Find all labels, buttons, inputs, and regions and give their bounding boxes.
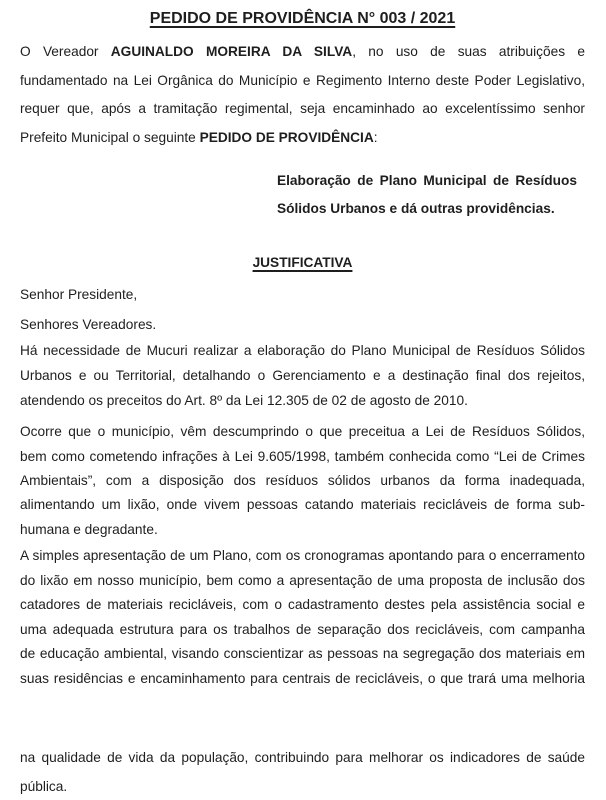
text-segment: atendendo os preceitos do Art. 8º da Lei 12.305 de 02 de agosto de 2010.	[20, 392, 468, 408]
text-line	[20, 124, 585, 153]
text-segment: alimentando um lixão, onde vivem pessoas catando materiais recicláveis de forma sub-	[20, 497, 585, 513]
block-saudacao-vereadores	[20, 316, 585, 334]
text-line	[20, 518, 585, 542]
document-title: PEDIDO DE PROVIDÊNCIA N° 003 / 2021	[149, 10, 456, 27]
text-line	[20, 772, 585, 800]
text-segment: Senhores Vereadores.	[20, 317, 157, 333]
text-line	[20, 95, 585, 124]
text-line	[20, 316, 585, 334]
text-segment: suas residências e encaminhamento para centrais de recicláveis, o que trará uma melhoria	[20, 670, 585, 686]
bold-text-segment: JUSTIFICATIVA	[252, 255, 353, 271]
document-body	[20, 38, 585, 800]
text-line	[20, 389, 585, 414]
block-justificativa	[20, 254, 585, 272]
block-p-ocorre	[20, 420, 585, 541]
text-line	[20, 445, 585, 469]
text-segment: Prefeito Municipal o seguinte	[20, 129, 200, 145]
text-segment: Urbanos e ou Territorial, detalhando o Gerenciamento e a destinação final dos rejeitos,	[20, 368, 585, 384]
block-p-final	[20, 743, 585, 800]
text-line	[20, 254, 585, 272]
text-line	[20, 493, 585, 517]
text-line	[20, 743, 585, 772]
text-segment: uma adequada estrutura para os trabalhos de separação dos recicláveis, com campanha	[20, 621, 585, 637]
text-segment: bem como cometendo infrações à Lei 9.605/1998, também conhecida como “Lei de Crimes	[20, 448, 585, 464]
block-p-asimples	[20, 544, 585, 692]
block-ementa	[277, 167, 577, 223]
text-segment: O Vereador	[20, 44, 111, 59]
bold-text-segment: AGUINALDO MOREIRA DA SILVA	[110, 44, 353, 59]
block-p1	[20, 38, 585, 152]
text-segment: de educação ambiental, visando conscientizar as pessoas na segregação dos materiais em	[20, 646, 585, 662]
text-segment: humana e degradante.	[20, 521, 158, 537]
text-line	[20, 38, 585, 67]
text-line	[20, 642, 585, 667]
text-line	[20, 569, 585, 594]
bold-text-segment: Elaboração de Plano Municipal de Resíduos	[277, 173, 577, 189]
text-segment: :	[373, 129, 378, 145]
text-segment: , no uso de suas atribuições e	[352, 44, 585, 59]
text-line	[20, 286, 585, 304]
text-line	[20, 469, 585, 493]
text-line	[20, 667, 585, 692]
text-line	[277, 195, 577, 223]
text-line	[20, 420, 585, 444]
text-line	[277, 167, 577, 195]
text-segment: Ocorre que o município, vêm descumprindo o que preceitua a Lei de Resíduos Sólidos,	[20, 424, 585, 440]
text-line	[20, 364, 585, 389]
text-segment: pública.	[20, 779, 68, 795]
text-line	[20, 618, 585, 643]
text-line	[20, 339, 585, 364]
bold-text-segment: Sólidos Urbanos e dá outras providências.	[277, 201, 555, 217]
text-segment: do lixão em nosso município, bem como a apresentação de uma proposta de inclusão dos	[20, 572, 585, 588]
block-p-ha	[20, 339, 585, 413]
text-segment: requer que, após a tramitação regimental, seja encaminhado ao excelentíssimo senhor	[20, 101, 585, 117]
bold-text-segment: PEDIDO DE PROVIDÊNCIA	[199, 129, 374, 145]
block-saudacao-presidente	[20, 286, 585, 304]
text-segment: na qualidade de vida da população, contribuindo para melhorar os indicadores de saúde	[20, 750, 585, 766]
text-segment: Ambientais”, com a disposição dos resíduos sólidos urbanos da forma inadequada,	[20, 473, 585, 489]
text-segment: Senhor Presidente,	[20, 287, 138, 303]
text-line	[20, 67, 585, 96]
text-line	[20, 544, 585, 569]
text-segment: fundamentado na Lei Orgânica do Município e Regimento Interno deste Poder Legislativo,	[20, 72, 585, 88]
text-segment: Há necessidade de Mucuri realizar a elaboração do Plano Municipal de Resíduos Sólidos	[20, 343, 585, 359]
text-segment: A simples apresentação de um Plano, com os cronogramas apontando para o encerramento	[20, 547, 585, 563]
text-segment: catadores de materiais recicláveis, com o cadastramento destes pela assistência social e	[20, 597, 585, 613]
text-line	[20, 593, 585, 618]
